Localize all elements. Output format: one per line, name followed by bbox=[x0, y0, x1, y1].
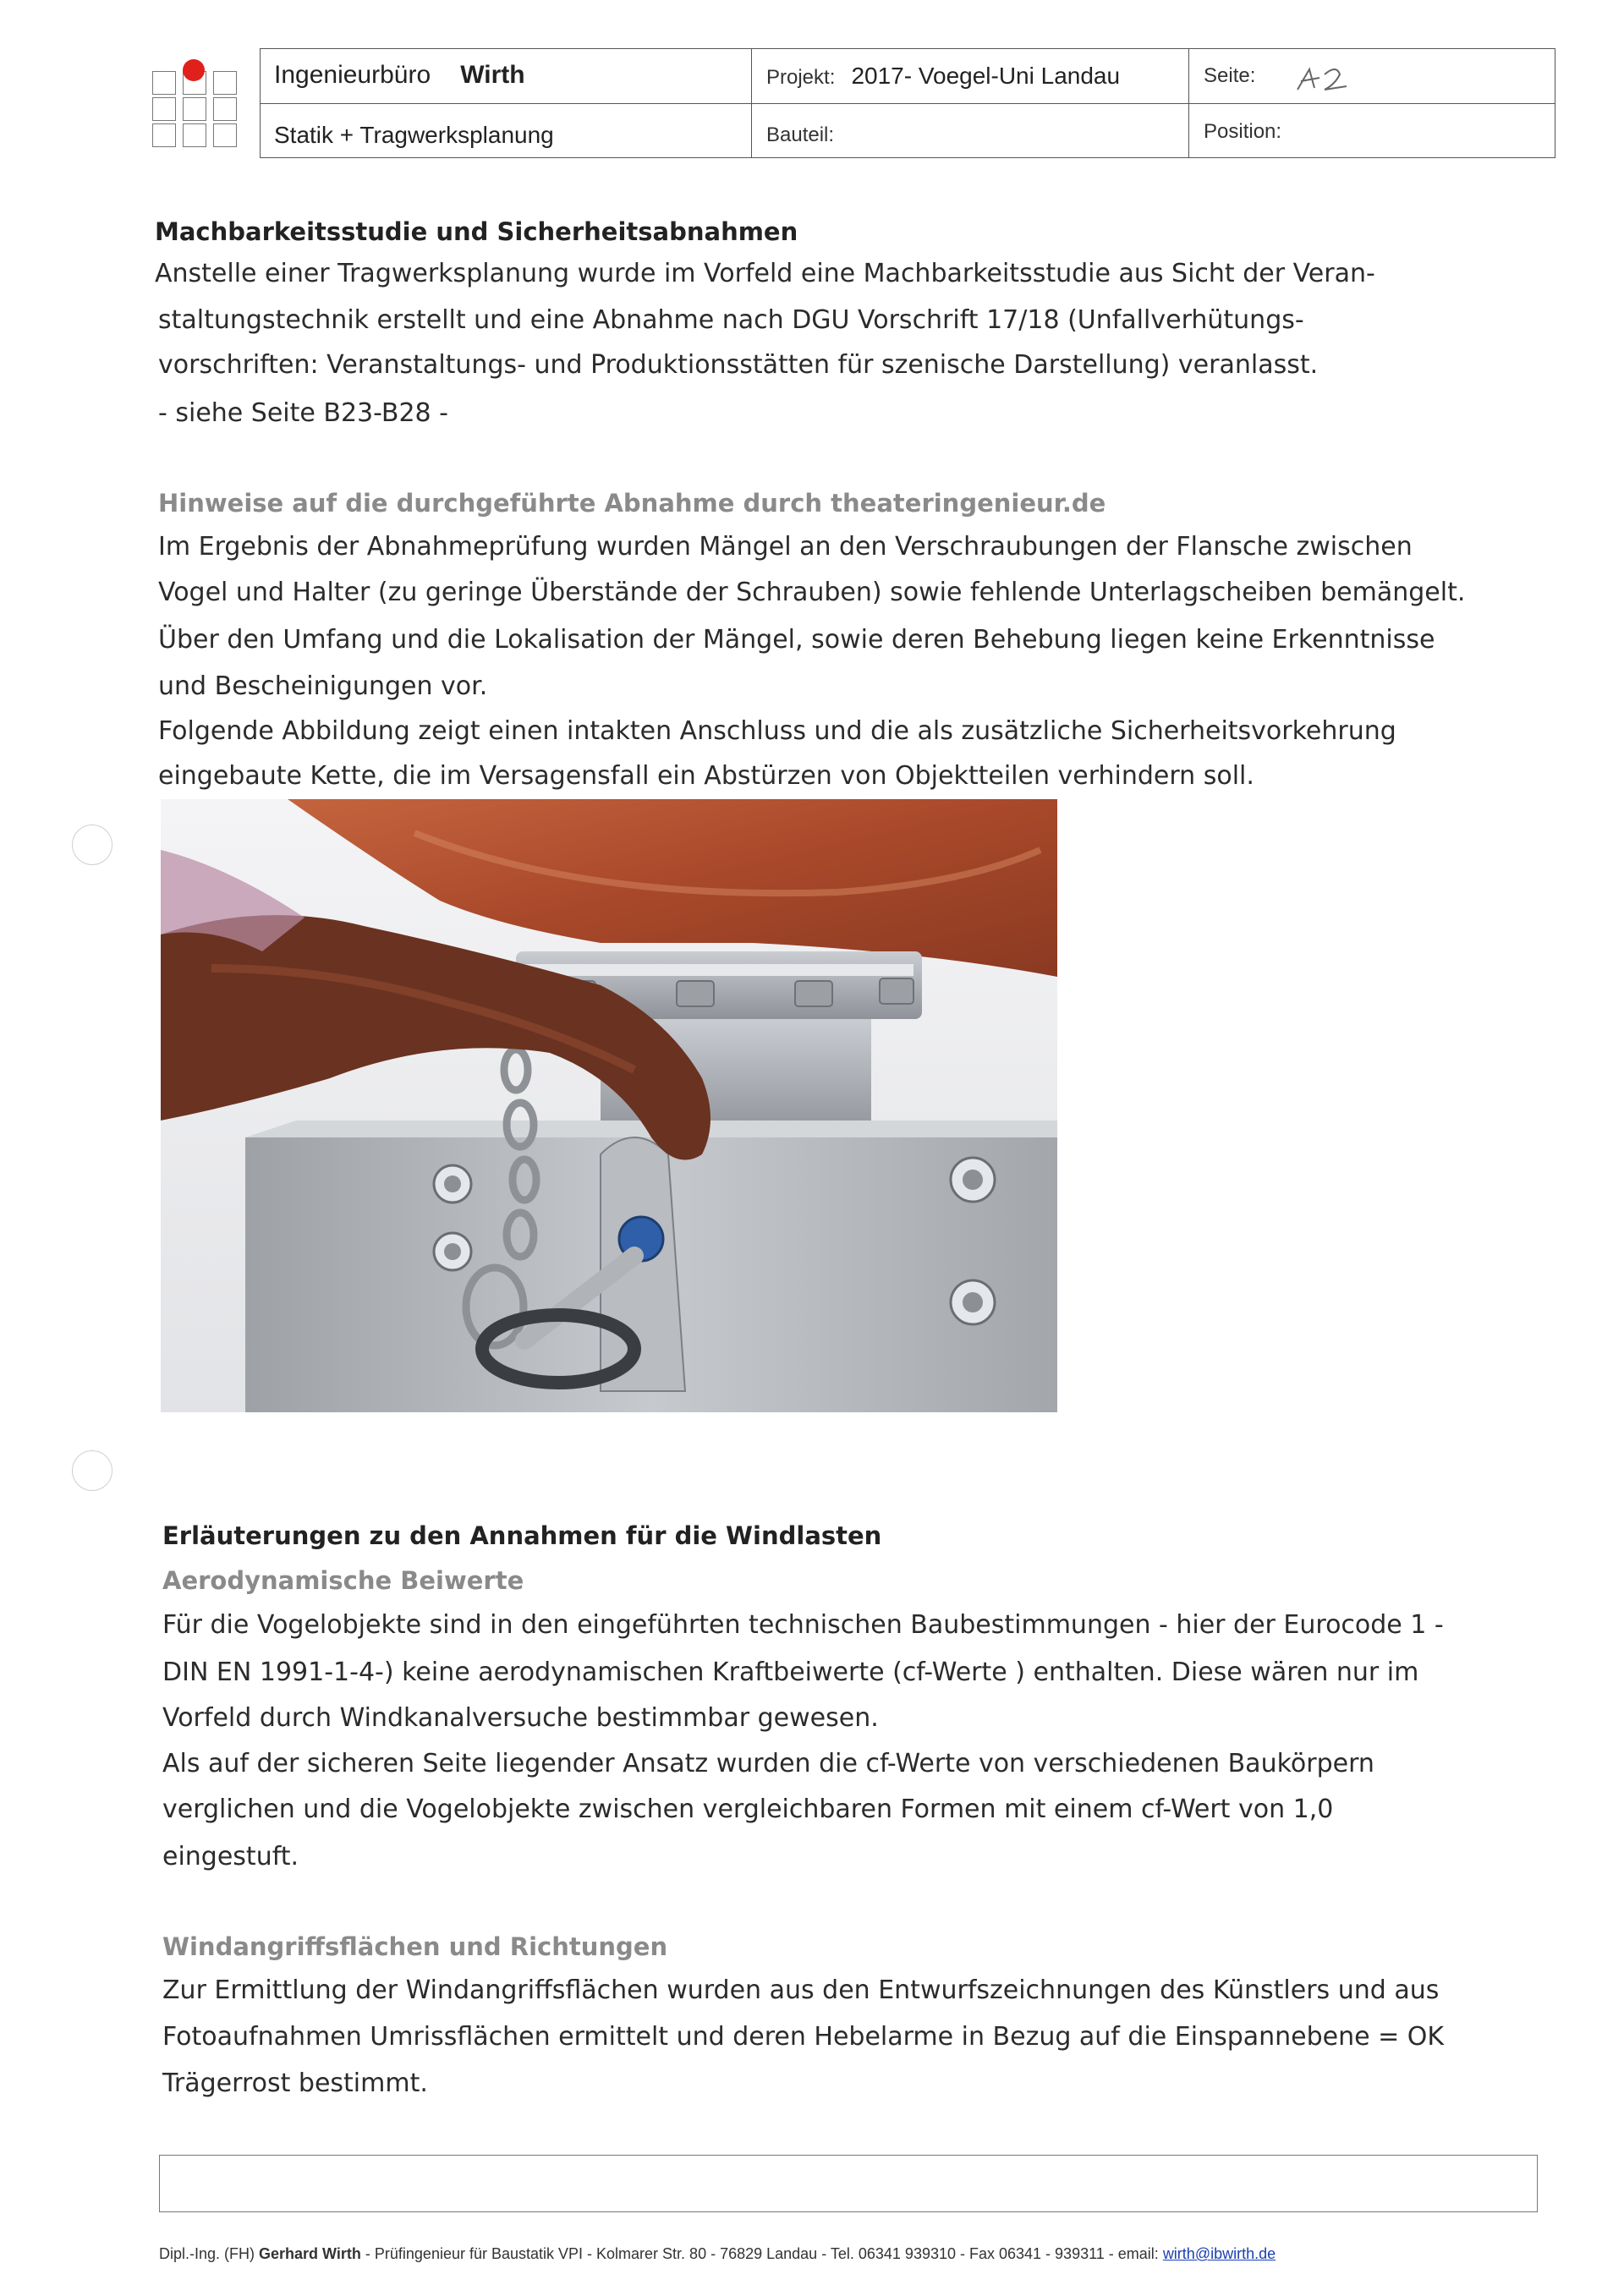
project-row bbox=[766, 63, 1120, 90]
footer-details: - Prüfingenieur für Baustatik VPI - Kolmarer Str. 80 - 76829 Landau - Tel. 06341 939310 - Fax 06341 - 939311 - email: bbox=[365, 2245, 1159, 2262]
paragraph-line: staltungstechnik erstellt und eine Abnahme nach DGU Vorschrift 17/18 (Unfallverhütungs- bbox=[158, 305, 1304, 335]
hole-punch-mark bbox=[72, 1450, 112, 1491]
firm-owner: Wirth bbox=[460, 61, 525, 89]
paragraph-line: eingestuft. bbox=[162, 1842, 299, 1871]
flange-connection-photo bbox=[161, 799, 1057, 1412]
logo-red-dot-icon bbox=[183, 59, 205, 81]
paragraph-line: Über den Umfang und die Lokalisation der Mängel, sowie deren Behebung liegen keine Erkenntnisse bbox=[158, 625, 1435, 655]
paragraph-line: Fotoaufnahmen Umrissflächen ermittelt und deren Hebelarme in Bezug auf die Einspannebene = OK bbox=[162, 2022, 1445, 2052]
footer-email-link[interactable]: wirth@ibwirth.de bbox=[1162, 2245, 1276, 2262]
paragraph-line: DIN EN 1991-1-4-) keine aerodynamischen Kraftbeiwerte (cf-Werte ) enthalten. Diese wären nur im bbox=[162, 1658, 1419, 1687]
paragraph-line: Vogel und Halter (zu geringe Überstände der Schrauben) sowie fehlende Unterlagscheiben bemängelt. bbox=[158, 578, 1466, 607]
footer-prefix: Dipl.-Ing. (FH) bbox=[159, 2245, 255, 2262]
firm-subtitle: Statik + Tragwerksplanung bbox=[274, 122, 554, 148]
paragraph-line: vorschriften: Veranstaltungs- und Produktionsstätten für szenische Darstellung) veranlasst. bbox=[158, 350, 1319, 380]
footer-address bbox=[159, 2245, 1276, 2263]
paragraph-line: Folgende Abbildung zeigt einen intakten Anschluss und die als zusätzliche Sicherheitsvorkehrung bbox=[158, 716, 1396, 746]
paragraph-line: - siehe Seite B23-B28 - bbox=[158, 398, 449, 428]
hole-punch-mark bbox=[72, 825, 112, 865]
position-label: Position: bbox=[1204, 120, 1282, 143]
firm-name: Ingenieurbüro bbox=[274, 61, 431, 89]
paragraph-line: Vorfeld durch Windkanalversuche bestimmbar gewesen. bbox=[162, 1703, 879, 1733]
footer-name: Gerhard Wirth bbox=[259, 2245, 361, 2262]
component-label: Bauteil: bbox=[766, 123, 835, 146]
page-number-handwritten bbox=[1291, 59, 1358, 96]
paragraph-line: Anstelle einer Tragwerksplanung wurde im Vorfeld eine Machbarkeitsstudie aus Sicht der Veran- bbox=[155, 259, 1375, 288]
paragraph-line: Im Ergebnis der Abnahmeprüfung wurden Mängel an den Verschraubungen der Flansche zwischen bbox=[158, 532, 1413, 562]
paragraph-line: Als auf der sicheren Seite liegender Ansatz wurden die cf-Werte von verschiedenen Baukörpern bbox=[162, 1749, 1374, 1778]
paragraph-line: und Bescheinigungen vor. bbox=[158, 671, 488, 701]
footer-box bbox=[159, 2155, 1538, 2212]
flange-photo-illustration bbox=[161, 799, 1057, 1412]
paragraph-line: Für die Vogelobjekte sind in den eingeführten technischen Baubestimmungen - hier der Eurocode 1 - bbox=[162, 1610, 1444, 1640]
firm-name-row bbox=[274, 61, 525, 90]
company-logo bbox=[152, 59, 237, 147]
subheading-aerodynamic: Aerodynamische Beiwerte bbox=[162, 1566, 524, 1595]
title-block bbox=[260, 48, 1555, 158]
page-number-signature bbox=[1291, 59, 1358, 96]
paragraph-line: verglichen und die Vogelobjekte zwischen vergleichbaren Formen mit einem cf-Wert von 1,0 bbox=[162, 1795, 1334, 1824]
paragraph-line: eingebaute Kette, die im Versagensfall ein Abstürzen von Objektteilen verhindern soll. bbox=[158, 761, 1254, 791]
section-heading-feasibility: Machbarkeitsstudie und Sicherheitsabnahmen bbox=[155, 217, 798, 246]
section-heading-windloads: Erläuterungen zu den Annahmen für die Windlasten bbox=[162, 1521, 882, 1550]
section-heading-inspection: Hinweise auf die durchgeführte Abnahme durch theateringenieur.de bbox=[158, 489, 1106, 518]
project-value: 2017- Voegel-Uni Landau bbox=[851, 63, 1121, 89]
subheading-wind-areas: Windangriffsflächen und Richtungen bbox=[162, 1932, 668, 1961]
paragraph-line: Zur Ermittlung der Windangriffsflächen wurden aus den Entwurfszeichnungen des Künstlers und aus bbox=[162, 1975, 1440, 2005]
page-label: Seite: bbox=[1204, 64, 1256, 87]
paragraph-line: Trägerrost bestimmt. bbox=[162, 2069, 428, 2098]
project-label: Projekt: bbox=[766, 66, 836, 89]
